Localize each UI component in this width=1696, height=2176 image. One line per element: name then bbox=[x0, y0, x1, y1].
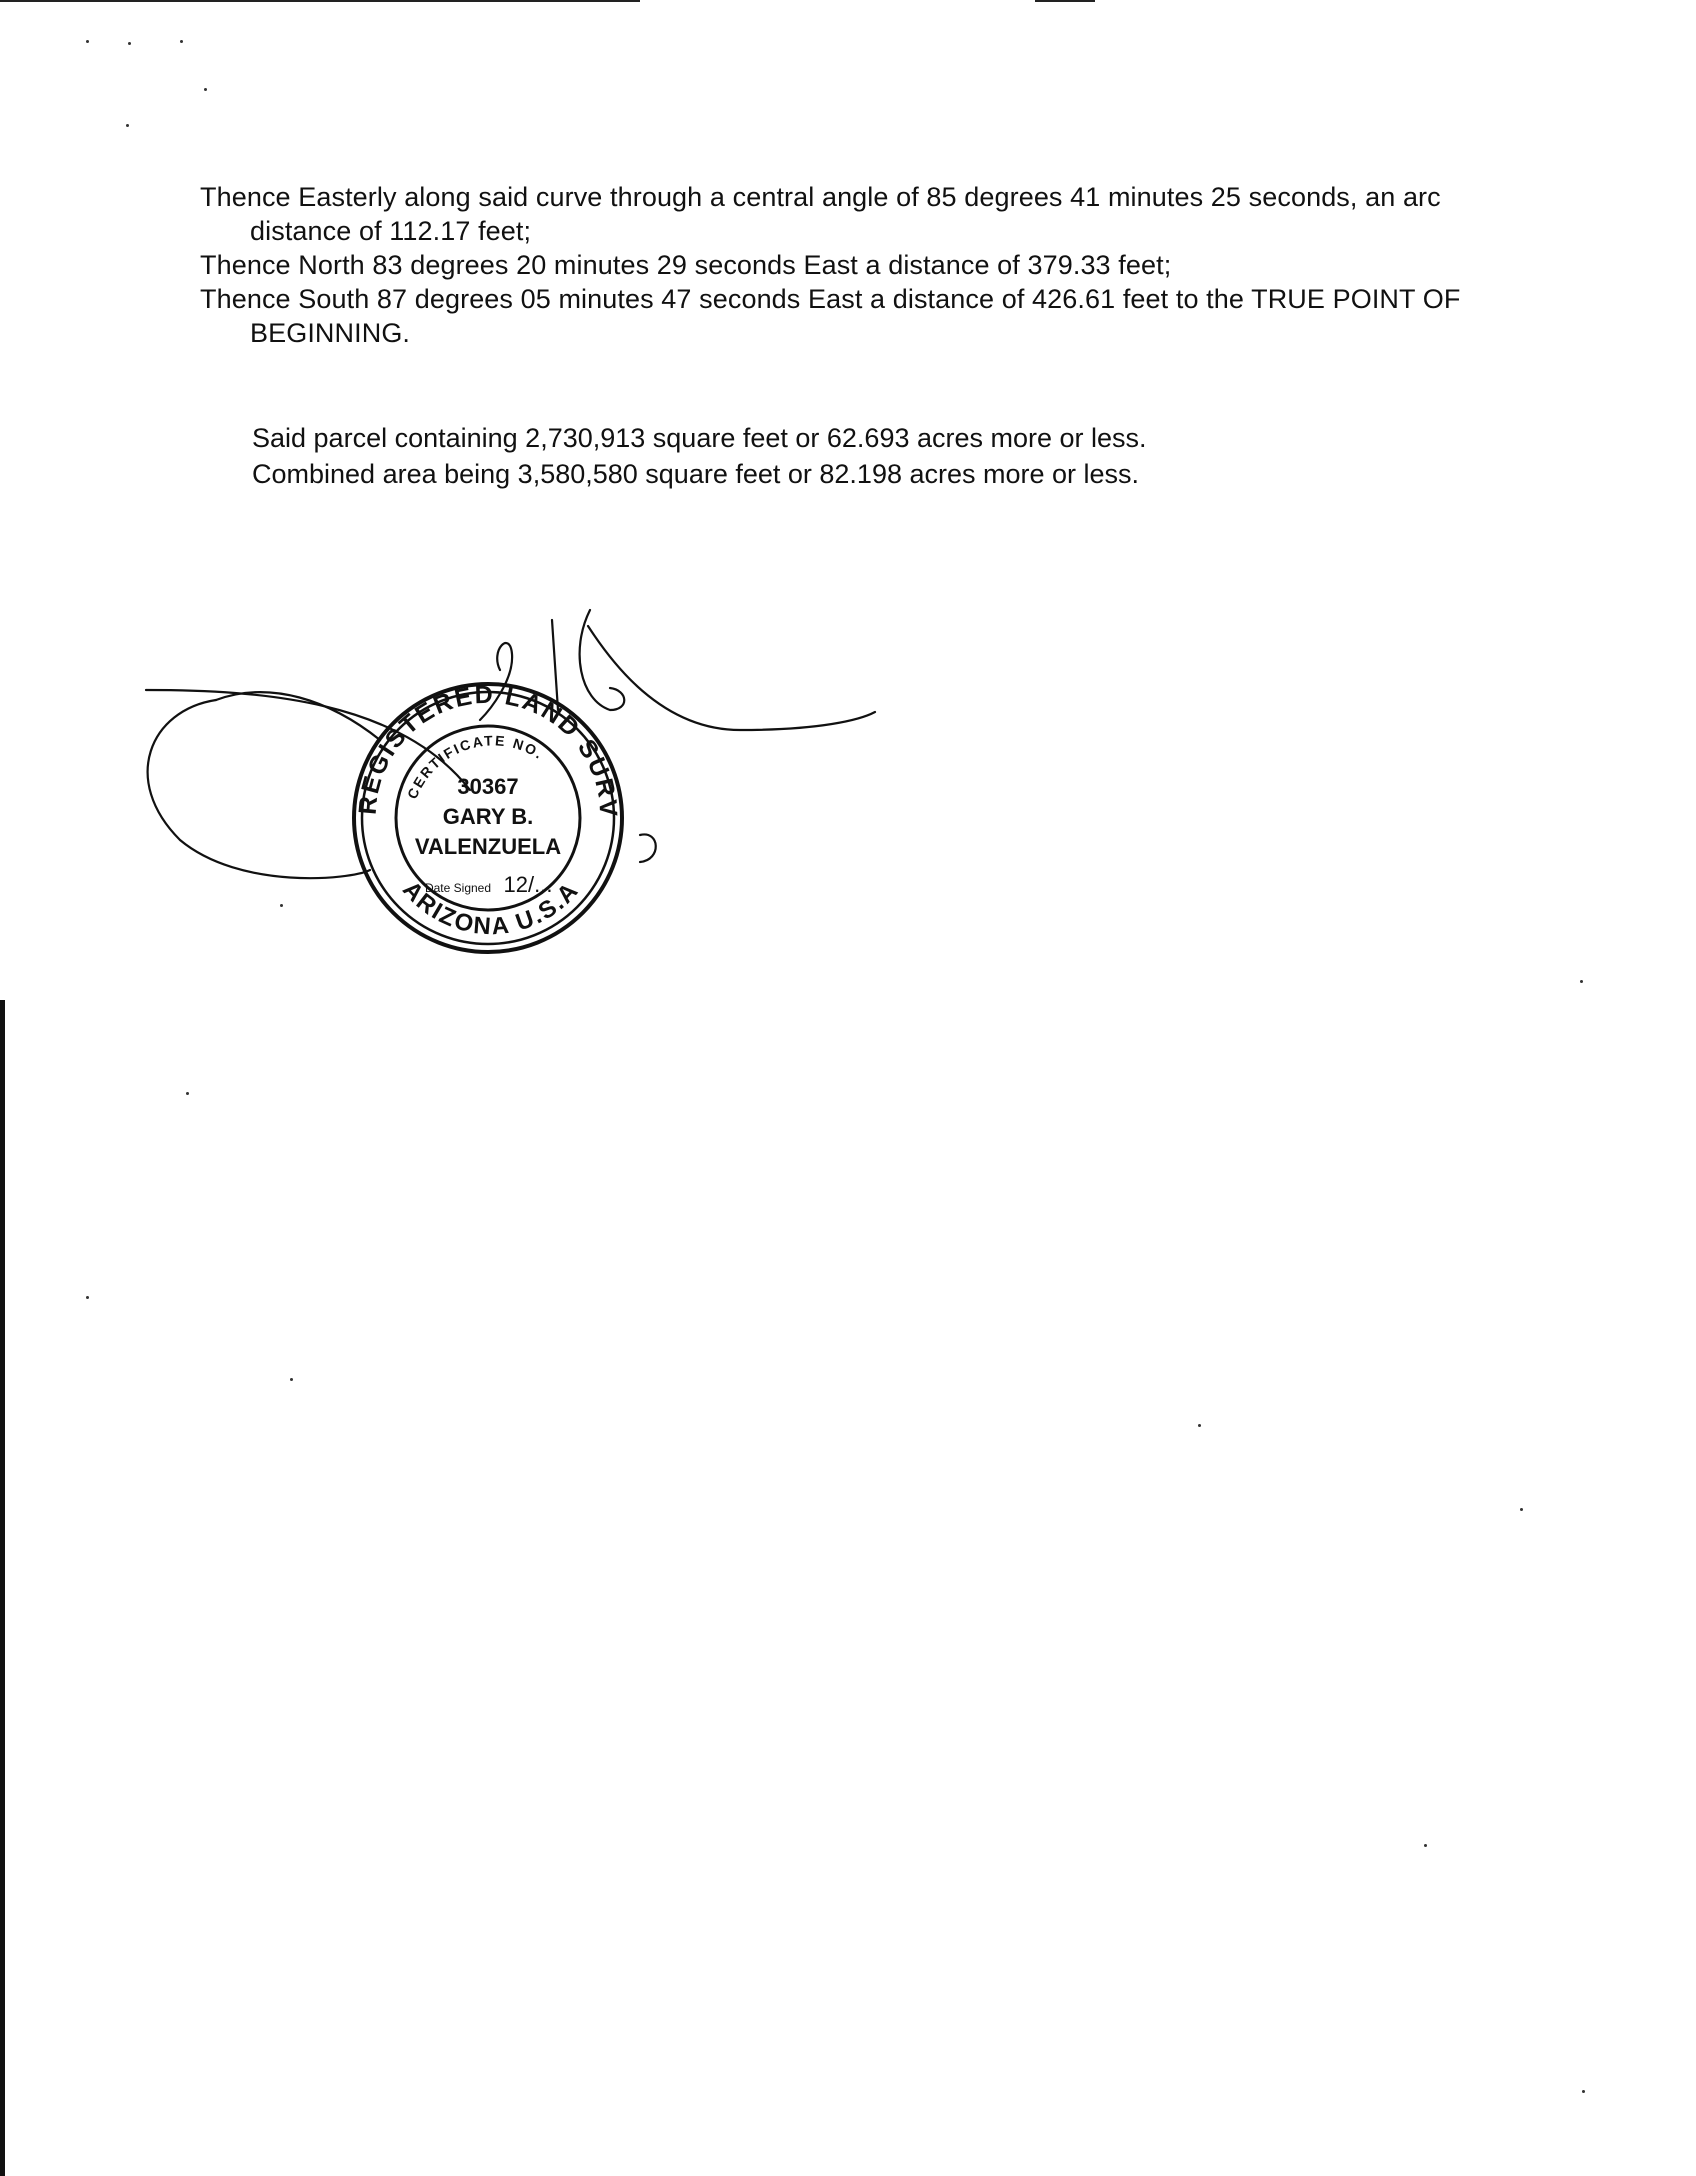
description-line: Thence North 83 degrees 20 minutes 29 seconds East a distance of 379.33 feet; bbox=[200, 250, 1172, 280]
scan-speck bbox=[86, 40, 89, 43]
area-summary bbox=[252, 420, 1502, 492]
seal-date-signed-value: 12/... bbox=[503, 872, 553, 897]
scan-edge-left-mark bbox=[0, 1040, 3, 1130]
scan-speck bbox=[1198, 1424, 1201, 1427]
seal-ring-top-text: REGISTERED LAND SURV bbox=[353, 680, 623, 819]
scan-speck bbox=[86, 1296, 89, 1299]
seal-name-line1: GARY B. bbox=[442, 804, 534, 829]
seal-graphic bbox=[140, 590, 880, 990]
scan-speck bbox=[126, 124, 129, 127]
seal-certificate-label: CERTIFICATE NO. bbox=[403, 732, 548, 802]
surveyor-seal-and-signature bbox=[140, 590, 880, 990]
combined-area-text: Combined area being 3,580,580 square feet or 82.198 acres more or less. bbox=[252, 459, 1140, 489]
scan-speck bbox=[180, 40, 183, 43]
seal-name-line2: VALENZUELA bbox=[414, 834, 562, 859]
seal-date-signed-label: Date Signed bbox=[424, 881, 492, 895]
scan-edge-left bbox=[0, 1000, 5, 2176]
scan-speck bbox=[290, 1378, 293, 1381]
seal-certificate-number: 30367 bbox=[457, 774, 519, 799]
scan-speck bbox=[1580, 980, 1583, 983]
description-line: Thence South 87 degrees 05 minutes 47 seconds East a distance of 426.61 feet to the TRUE POINT OF BEGINNING. bbox=[200, 284, 1461, 348]
legal-description bbox=[200, 180, 1500, 350]
parcel-area-text: Said parcel containing 2,730,913 square feet or 62.693 acres more or less. bbox=[252, 423, 1147, 453]
description-line: Thence Easterly along said curve through a central angle of 85 degrees 41 minutes 25 seconds, an arc distance of 112.17 feet; bbox=[200, 182, 1441, 246]
scan-edge-top bbox=[0, 0, 640, 2]
scan-speck bbox=[128, 42, 131, 45]
scan-speck bbox=[1424, 1844, 1427, 1847]
scan-speck bbox=[204, 88, 207, 91]
scan-edge-top-mark bbox=[1035, 0, 1095, 2]
scan-speck bbox=[1582, 2090, 1585, 2093]
scan-speck bbox=[186, 1092, 189, 1095]
seal-ring-bottom-text: ARIZONA U.S.A bbox=[397, 876, 585, 941]
scan-speck bbox=[1520, 1508, 1523, 1511]
